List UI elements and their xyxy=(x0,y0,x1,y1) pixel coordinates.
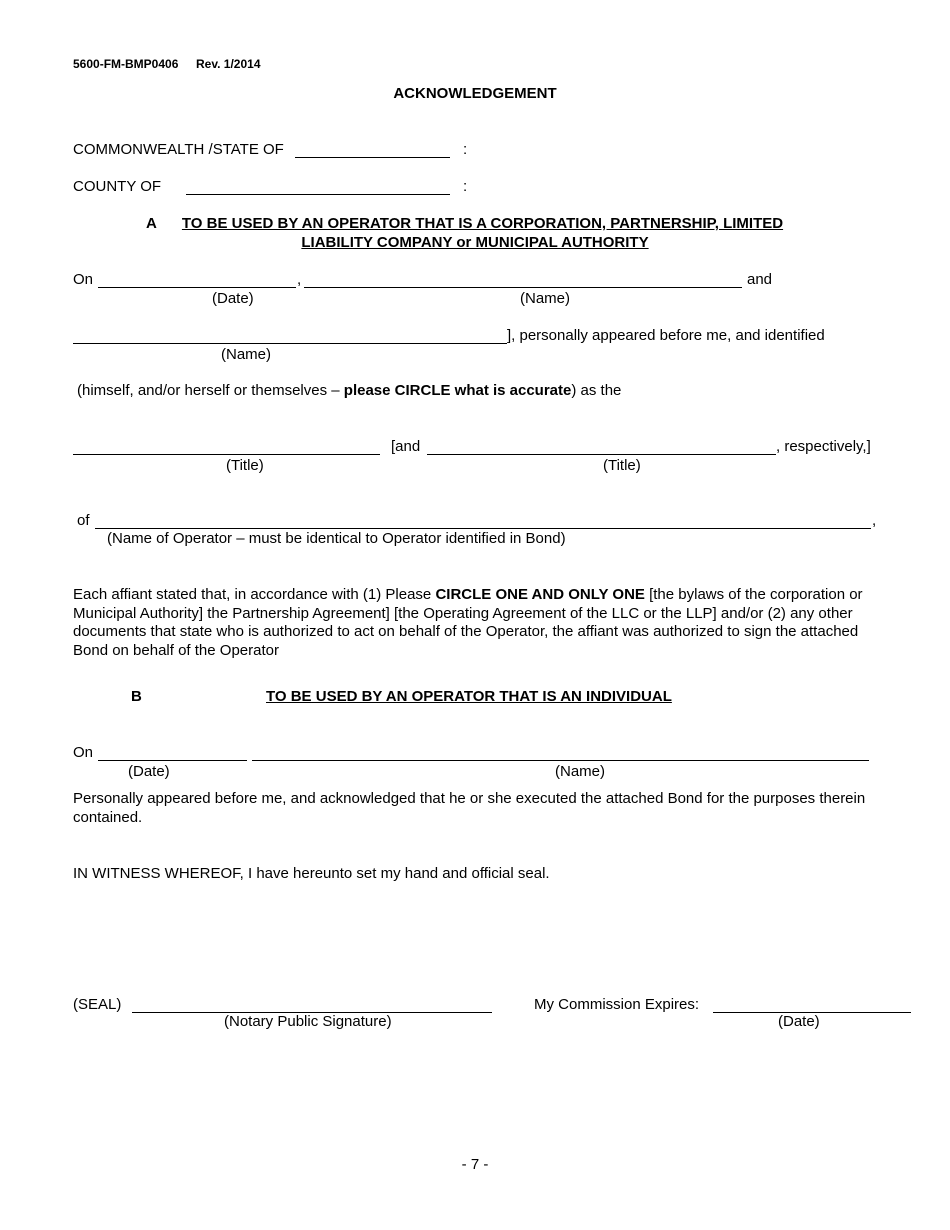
second-name-field-line[interactable] xyxy=(73,343,507,344)
and-bracket: [and xyxy=(391,438,421,455)
operator-field-line[interactable] xyxy=(95,528,871,529)
b-name-caption: (Name) xyxy=(555,763,606,780)
section-b-heading: TO BE USED BY AN OPERATOR THAT IS AN INDIVIDUAL xyxy=(266,688,672,705)
b-date-caption: (Date) xyxy=(128,763,170,780)
page-number: - 7 - xyxy=(461,1156,489,1173)
title-caption-2: (Title) xyxy=(603,457,641,474)
commission-label: My Commission Expires: xyxy=(534,996,700,1013)
title-field-line-2[interactable] xyxy=(427,454,776,455)
commission-date-caption: (Date) xyxy=(778,1013,820,1030)
seal-label: (SEAL) xyxy=(73,996,122,1013)
b-on-label: On xyxy=(73,744,94,761)
circle-instruction: (himself, and/or herself or themselves – please CIRCLE what is accurate) as the xyxy=(77,382,622,399)
state-label: COMMONWEALTH /STATE OF xyxy=(73,141,284,158)
title-caption-1: (Title) xyxy=(226,457,264,474)
comma: , xyxy=(297,271,302,288)
name-field-line[interactable] xyxy=(304,287,742,288)
b-date-field-line[interactable] xyxy=(98,760,247,761)
section-a-heading-line1: TO BE USED BY AN OPERATOR THAT IS A CORPORATION, PARTNERSHIP, LIMITED xyxy=(181,215,784,232)
state-colon: : xyxy=(463,141,468,158)
section-a-letter: A xyxy=(146,215,157,232)
of-label: of xyxy=(77,512,90,529)
witness-text: IN WITNESS WHEREOF, I have hereunto set my hand and official seal. xyxy=(73,865,550,882)
title-field-line-1[interactable] xyxy=(73,454,380,455)
second-name-caption: (Name) xyxy=(221,346,272,363)
county-field-line[interactable] xyxy=(186,194,450,195)
and-label: and xyxy=(747,271,773,288)
date-caption: (Date) xyxy=(212,290,254,307)
section-a-heading-line2: LIABILITY COMPANY or MUNICIPAL AUTHORITY xyxy=(301,234,649,251)
notary-caption: (Notary Public Signature) xyxy=(224,1013,392,1030)
of-comma: , xyxy=(872,512,877,529)
page-title: ACKNOWLEDGEMENT xyxy=(393,85,557,102)
b-name-field-line[interactable] xyxy=(252,760,869,761)
respectively-text: , respectively,] xyxy=(776,438,871,455)
county-label: COUNTY OF xyxy=(73,178,162,195)
section-b-letter: B xyxy=(131,688,142,705)
appeared-text: ], personally appeared before me, and identified xyxy=(507,327,825,344)
revision: Rev. 1/2014 xyxy=(196,57,261,71)
state-field-line[interactable] xyxy=(295,157,450,158)
form-number: 5600-FM-BMP0406 xyxy=(73,57,179,71)
county-colon: : xyxy=(463,178,468,195)
b-appeared-paragraph: Personally appeared before me, and acknowledged that he or she executed the attached Bond for the purposes therein contained. xyxy=(73,790,866,826)
date-field-line[interactable] xyxy=(98,287,296,288)
operator-caption: (Name of Operator – must be identical to Operator identified in Bond) xyxy=(107,530,566,547)
on-label: On xyxy=(73,271,94,288)
affiant-paragraph: Each affiant stated that, in accordance with (1) Please CIRCLE ONE AND ONLY ONE [the bylaws of the corporation or Municipal Authority] the Partnership Agreement] [the Operating Agreement of the LLC or the LLP] and/or (2) any other documents that state who is authorized to act on behalf of the Operator, the affiant was authorized to sign the attached Bond on behalf of the Operator xyxy=(73,586,863,659)
name-caption: (Name) xyxy=(520,290,571,307)
